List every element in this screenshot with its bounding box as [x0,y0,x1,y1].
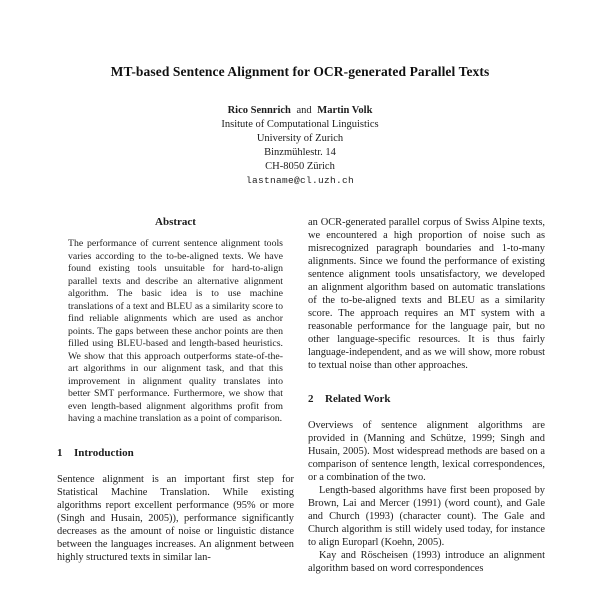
affiliation-institute: Insitute of Computational Linguistics [221,119,379,130]
section-number: 1 [57,446,63,459]
section-heading-related-work [308,393,545,406]
related-work-paragraph-1: Overviews of sentence alignment algorithms are provided in (Manning and Schütze, 1999; Singh and Husain, 2005). Most widespread methods are based on a comparison of sentence length, lexical correspondences, or a combination of the two. [308,420,545,483]
section-heading-introduction [57,447,294,460]
related-work-paragraph-3: Kay and Röscheisen (1993) introduce an alignment algorithm based on word correspondences [308,550,545,574]
right-column [308,216,545,575]
author-conjunction: and [296,105,312,116]
author-email: lastname@cl.uzh.ch [245,175,355,186]
abstract-heading: Abstract [155,216,196,228]
introduction-paragraph: Sentence alignment is an important first step for Statistical Machine Translation. While existing algorithms report excellent performance (95% or more (Singh and Husain, 2005)), performance significantly decreases as the amount of noise or linguistic distance between the languages increases. An alignment between highly structured texts in similar lan- [57,473,294,563]
affiliation-university: University of Zurich [256,133,344,144]
affiliation-city: CH-8050 Zürich [265,161,335,172]
author-block [0,104,600,188]
abstract-text: The performance of current sentence alignment tools varies according to the to-be-aligned texts. We have found existing tools unsuitable for hard-to-align parallel texts and describe an alternative alignment algorithm. The basic idea is to use machine translations of a text and BLEU as a similarity score to find reliable alignments which are used as anchor points. The gaps between these anchor points are then filled using BLEU-based and length-based heuristics. We show that this approach outperforms state-of-the-art algorithms in our alignment task, and that this improvement in alignment quality translates into better SMT performance. Furthermore, we show that even length-based alignment algorithms profit from having a machine translation as a point of comparison. [68,238,283,424]
affiliation-street: Binzmühlestr. 14 [264,147,336,158]
related-work-paragraph-2: Length-based algorithms have first been proposed by Brown, Lai and Mercer (1991) (word count), and Gale and Church (1993) (character count). The Gale and Church algorithm is still widely used today, for instance to align Europarl (Koehn, 2005). [308,485,545,548]
author-line [0,104,600,118]
left-column [57,216,294,575]
section-title: Related Work [325,393,391,405]
section-number: 2 [308,393,314,405]
author-name-2: Martin Volk [317,105,373,116]
section-title: Introduction [74,446,134,459]
paper-title: MT-based Sentence Alignment for OCR-generated Parallel Texts [110,64,490,79]
introduction-continuation-paragraph: an OCR-generated parallel corpus of Swiss Alpine texts, we encountered a high proportion of noise such as misrecognized paragraph boundaries and 1-to-many alignments. Since we found the performance of existing sentence alignment tools unsatisfactory, we developed an alignment algorithm based on automatic translations of the to-be-aligned texts and BLEU as a similarity score. The approach requires an MT system with a reasonable performance for the language pair, but no other language-specific resources. It is thus fairly language-independent, and as we will show, more robust to textual noise than other approaches. [308,217,545,371]
author-name-1: Rico Sennrich [227,105,291,116]
two-column-body [0,216,600,575]
